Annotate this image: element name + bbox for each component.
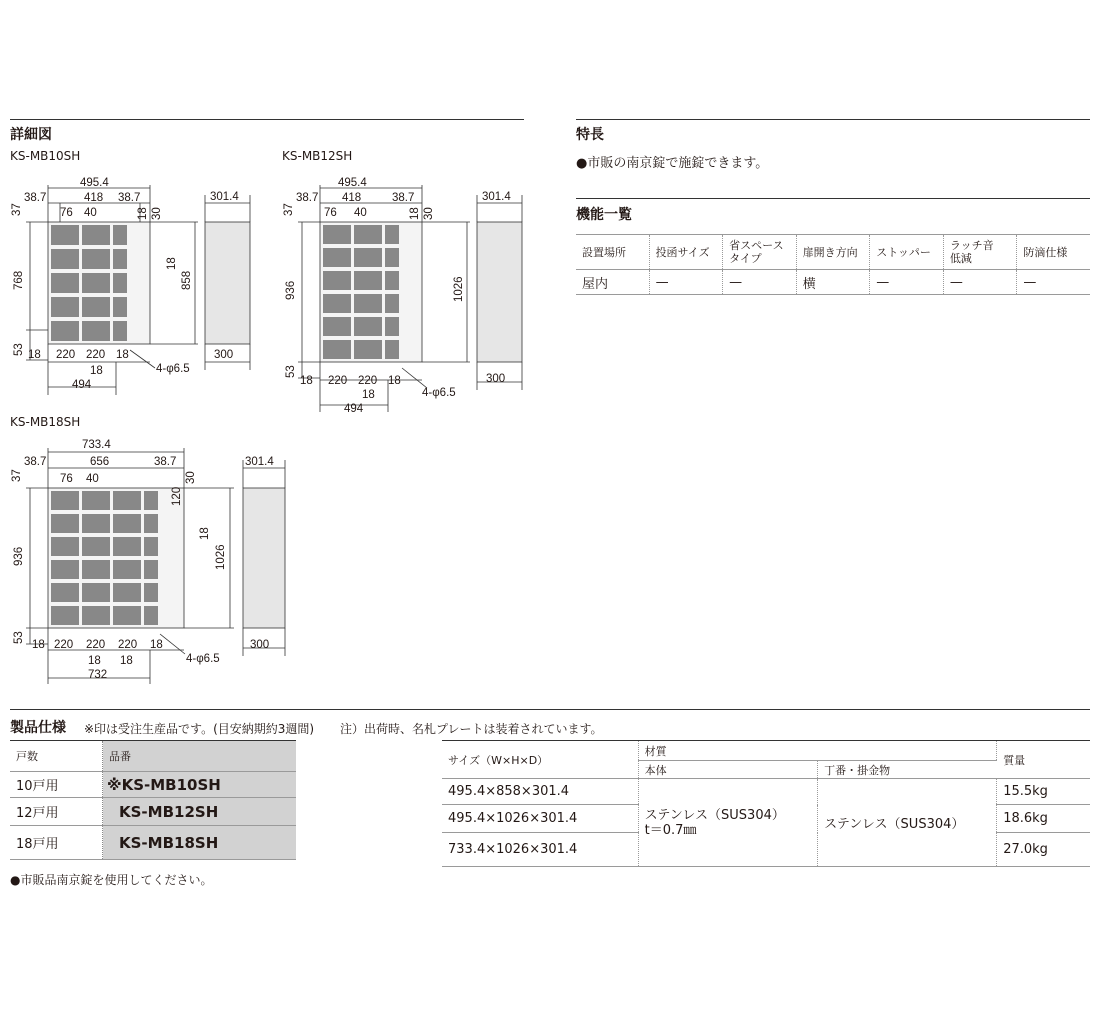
features-bullet: ●市販の南京錠で施錠できます。: [576, 156, 769, 171]
dim-mb10-edge-l: 18: [28, 349, 41, 361]
spec-left-table: [10, 740, 296, 860]
dim-mb12-edge-r: 18: [388, 375, 401, 387]
dim-mb18-depth-top: 301.4: [245, 456, 274, 468]
dim-mb18-foot-3: 220: [118, 639, 138, 651]
dim-mb12-foot-2: 220: [358, 375, 378, 387]
drawing-mb12: [272, 0, 532, 420]
spec-size: 495.4×1026×301.4: [442, 805, 638, 833]
dim-mb10-base-w: 494: [72, 379, 92, 391]
dim-mb12-edge-l: 18: [300, 375, 313, 387]
function-header: 扉開き方向: [796, 235, 870, 270]
dim-mb12-hole: 4-φ6.5: [422, 387, 456, 399]
spec-header-body: 本体: [638, 761, 818, 779]
dim-mb10-h-top: 37: [11, 203, 23, 216]
dim-mb12-base-w: 494: [344, 403, 364, 415]
spec-header-part: 品番: [103, 741, 297, 772]
spec-weight: 15.5kg: [997, 779, 1090, 805]
spec-units: 10戸用: [10, 772, 103, 798]
dim-mb10-side-l: 38.7: [24, 192, 47, 204]
features-top-rule: [576, 119, 1090, 120]
dim-mb12-side-l: 38.7: [296, 192, 319, 204]
dim-mb10-latch: 40: [84, 207, 97, 219]
function-value: —: [1017, 270, 1090, 295]
drawing-mb10: [0, 0, 280, 400]
spec-hinge-material: ステンレス（SUS304）: [818, 779, 997, 867]
dim-mb18-edge-c1: 18: [88, 655, 101, 667]
dim-mb10-h-total: 858: [181, 270, 193, 290]
dim-mb10-gap-s: 18: [137, 207, 149, 220]
dim-mb18-edge-l: 18: [32, 639, 45, 651]
function-list-title: 機能一覧: [576, 207, 632, 223]
function-value: —: [870, 270, 944, 295]
dim-mb12-h-bot: 53: [285, 365, 297, 378]
function-header: 投函サイズ: [649, 235, 723, 270]
dim-mb18-door-h: 120: [171, 486, 183, 506]
dim-mb10-foot-1: 220: [56, 349, 76, 361]
dim-mb10-foot-2: 220: [86, 349, 106, 361]
spec-header-material: 材質: [638, 741, 997, 761]
spec-units: 12戸用: [10, 798, 103, 826]
function-header: ラッチ音 低減: [943, 235, 1017, 270]
dim-mb18-hole: 4-φ6.5: [186, 653, 220, 665]
dim-mb12-w-inner: 418: [342, 192, 362, 204]
spec-weight: 27.0kg: [997, 833, 1090, 867]
spec-note-nameplate: 注）出荷時、名札プレートは装着されています。: [340, 722, 603, 736]
dim-mb12-h-body: 936: [285, 280, 297, 300]
dim-mb10-h-body: 768: [13, 270, 25, 290]
dim-mb18-h-bot: 53: [13, 631, 25, 644]
function-value: 横: [796, 270, 870, 295]
spec-part-number: KS-MB18SH: [103, 826, 297, 860]
function-value: —: [723, 270, 797, 295]
dim-mb10-depth-top: 301.4: [210, 191, 239, 203]
dim-mb12-latch: 40: [354, 207, 367, 219]
detail-section-title: 詳細図: [10, 127, 52, 143]
spec-body-material: ステンレス（SUS304）: [644, 807, 785, 823]
spec-header-size: サイズ（W×H×D）: [442, 741, 638, 779]
function-header: 省スペース タイプ: [723, 235, 797, 270]
spec-footnote: ●市販品南京錠を使用してください。: [10, 873, 213, 887]
dim-mb10-side-r: 38.7: [118, 192, 141, 204]
function-value: —: [649, 270, 723, 295]
function-value: 屋内: [576, 270, 649, 295]
dim-mb12-h-total: 1026: [453, 276, 465, 302]
door-grid-mb10: [51, 225, 127, 341]
dim-mb18-w-inner: 656: [90, 456, 110, 468]
spec-right-table: [442, 740, 1090, 867]
spec-header-units: 戸数: [10, 741, 103, 772]
dim-mb10-w-inner: 418: [84, 192, 104, 204]
dim-mb18-foot-1: 220: [54, 639, 74, 651]
dim-mb18-depth-bot: 300: [250, 639, 270, 651]
spec-left-row: [10, 772, 296, 798]
spec-weight: 18.6kg: [997, 805, 1090, 833]
function-value: —: [943, 270, 1017, 295]
dim-mb18-side-l: 38.7: [24, 456, 47, 468]
spec-left-row: [10, 798, 296, 826]
dim-mb18-foot-2: 220: [86, 639, 106, 651]
spec-body-thickness: t＝0.7㎜: [644, 822, 697, 838]
dim-mb18-h-body: 936: [13, 546, 25, 566]
dim-mb18-gap-top: 30: [185, 471, 197, 484]
dim-mb12-side-r: 38.7: [392, 192, 415, 204]
dim-mb18-base-w: 732: [88, 669, 108, 681]
dim-mb12-foot-1: 220: [328, 375, 348, 387]
dim-mb12-door-w: 76: [324, 207, 337, 219]
dim-mb10-depth-bot: 300: [214, 349, 234, 361]
function-table-header-row: [576, 235, 1090, 270]
spec-top-rule: [10, 709, 1090, 710]
dim-mb18-door-w: 76: [60, 473, 73, 485]
spec-size: 495.4×858×301.4: [442, 779, 638, 805]
model-label-mb10: KS-MB10SH: [10, 149, 81, 163]
dim-mb10-gap-mid: 18: [166, 257, 178, 270]
spec-units: 18戸用: [10, 826, 103, 860]
spec-left-header-row: [10, 741, 296, 772]
dim-mb10-gap-top: 30: [151, 207, 163, 220]
dim-mb18-edge-r: 18: [150, 639, 163, 651]
spec-part-number: KS-MB12SH: [103, 798, 297, 826]
function-table-value-row: [576, 270, 1090, 295]
dim-mb10-edge-r: 18: [116, 349, 129, 361]
drawing-mb18: [0, 430, 300, 690]
spec-left-row: [10, 826, 296, 860]
dim-mb12-w-total: 495.4: [338, 177, 367, 189]
dim-mb12-depth-bot: 300: [486, 373, 506, 385]
spec-right-row: [442, 779, 1090, 805]
dim-mb12-h-top: 37: [283, 203, 295, 216]
dim-mb12-depth-top: 301.4: [482, 191, 511, 203]
spec-size: 733.4×1026×301.4: [442, 833, 638, 867]
model-label-mb12: KS-MB12SH: [282, 149, 353, 163]
dim-mb12-edge-c: 18: [362, 389, 375, 401]
spec-title: 製品仕様: [10, 720, 66, 736]
spec-part-number: ※KS-MB10SH: [103, 772, 297, 798]
function-header: 防滴仕様: [1017, 235, 1090, 270]
dim-mb18-h-total: 1026: [215, 544, 227, 570]
function-top-rule: [576, 198, 1090, 199]
dim-mb18-w-total: 733.4: [82, 439, 111, 451]
dim-mb18-h-top: 37: [11, 469, 23, 482]
dim-mb18-latch: 40: [86, 473, 99, 485]
dim-mb10-hole: 4-φ6.5: [156, 363, 190, 375]
dim-mb10-h-bot: 53: [13, 343, 25, 356]
dim-mb10-door-w: 76: [60, 207, 73, 219]
spec-header-hinge: 丁番・掛金物: [818, 761, 997, 779]
dim-mb12-gap-s: 18: [409, 207, 421, 220]
features-title: 特長: [576, 127, 604, 143]
dim-mb18-gap-s: 18: [199, 527, 211, 540]
function-header: ストッパー: [870, 235, 944, 270]
function-table: [576, 234, 1090, 295]
dim-mb10-edge-c: 18: [90, 365, 103, 377]
spec-body-material-cell: [638, 779, 818, 867]
dim-mb10-w-total: 495.4: [80, 177, 109, 189]
spec-header-weight: 質量: [997, 741, 1090, 779]
dim-mb12-gap-top: 30: [423, 207, 435, 220]
function-header: 設置場所: [576, 235, 649, 270]
spec-note-order: ※印は受注生産品です。(目安納期約3週間): [84, 722, 315, 736]
dim-mb18-side-r: 38.7: [154, 456, 177, 468]
model-label-mb18: KS-MB18SH: [10, 415, 81, 429]
dim-mb18-edge-c2: 18: [120, 655, 133, 667]
